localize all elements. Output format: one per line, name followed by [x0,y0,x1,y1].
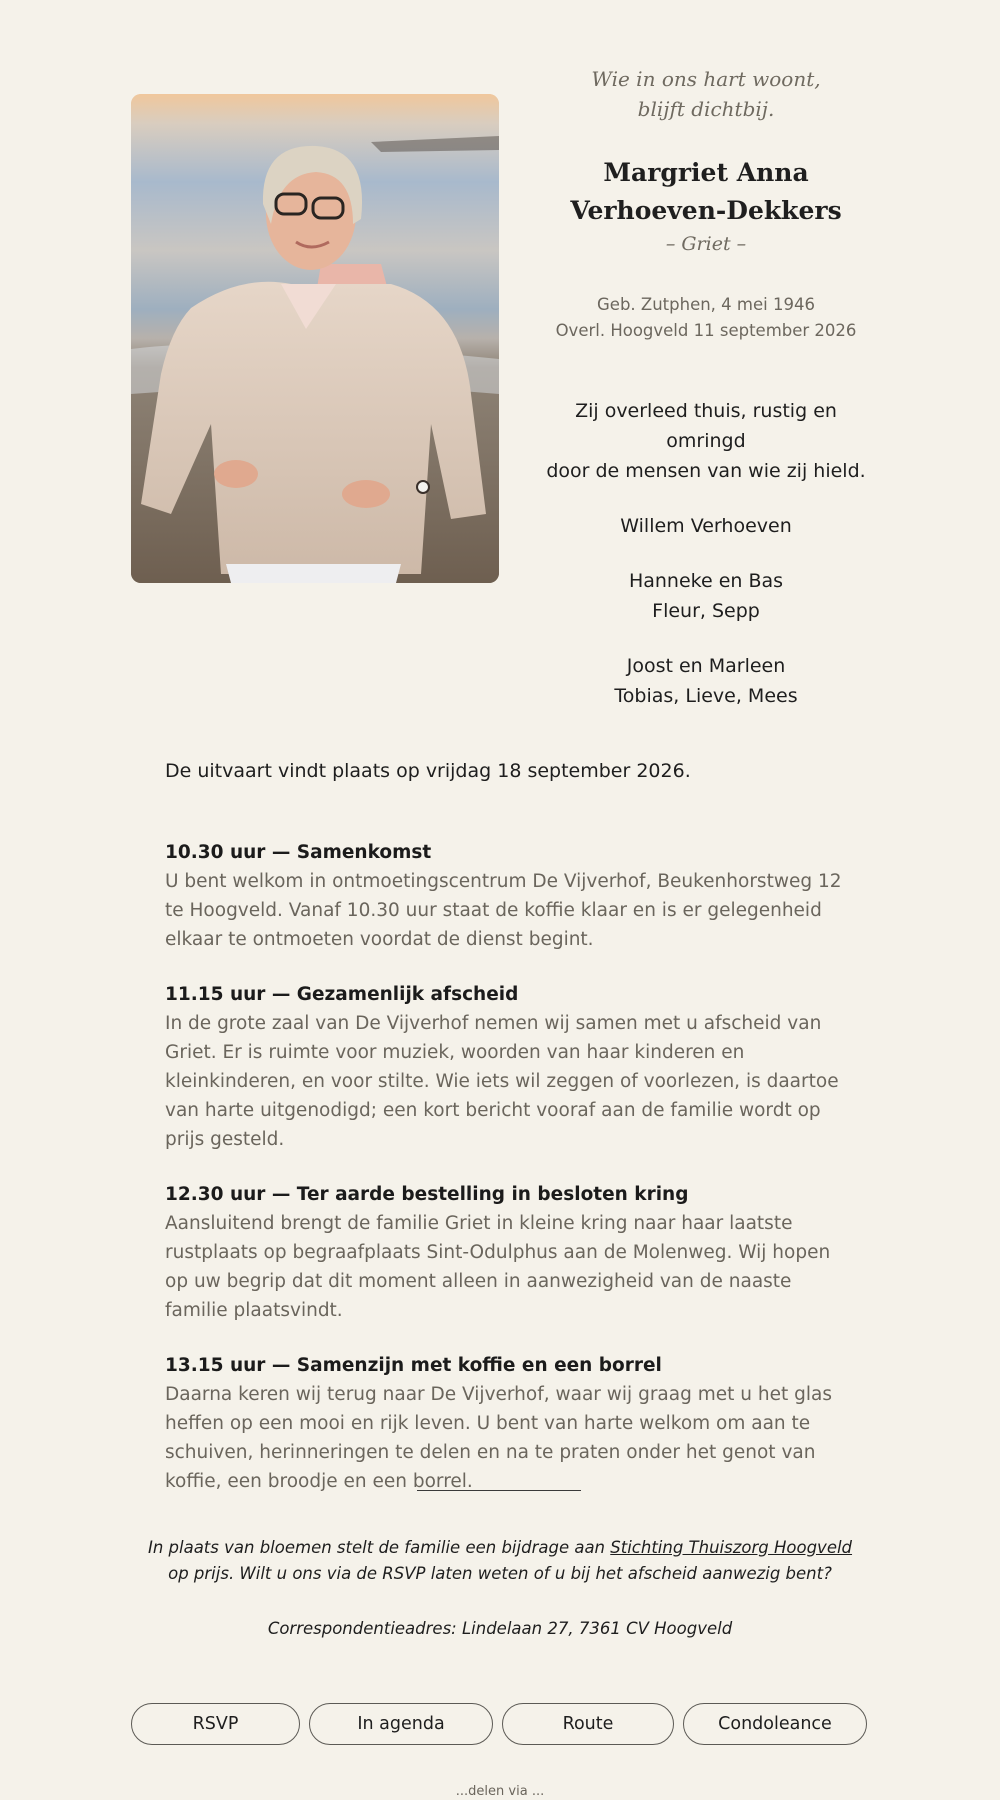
motto-line-1: Wie in ons hart woont, [591,67,821,91]
program-item-title: 11.15 uur — Gezamenlijk afscheid [165,984,519,1005]
divider [417,1490,581,1491]
announcement [535,396,877,486]
note-text-before: In plaats van bloemen stelt de familie een bijdrage aan [147,1537,611,1557]
family-member: Fleur, Sepp [652,600,760,622]
correspondence-address: Correspondentieadres: Lindelaan 27, 7361 CV Hoogveld [267,1618,733,1638]
funeral-program [165,838,845,1496]
route-button[interactable]: Route [502,1703,674,1745]
program-item-text: In de grote zaal van De Vijverhof nemen wij samen met u afscheid van Griet. Er is ruimte voor muziek, woorden van haar kinderen en kleinkinderen, en voor stilte. Wie iets wil zeggen of voorlezen, is daartoe van harte uitgenodigd; een kort bericht vooraf aan de familie wordt op prijs gesteld. [165,1013,839,1150]
obituary-header [535,64,877,711]
rsvp-button[interactable]: RSVP [131,1703,300,1745]
footer-text: ...delen via ... [455,1784,545,1799]
program-item [165,838,845,954]
motto-line-2: blijft dichtbij. [637,97,775,121]
add-to-calendar-button[interactable]: In agenda [309,1703,493,1745]
nickname: – Griet – [665,233,747,255]
life-dates [535,292,877,344]
deceased-name [535,154,877,230]
family-member: Joost en Marleen [626,655,786,677]
program-item-title: 12.30 uur — Ter aarde bestelling in besloten kring [165,1184,689,1205]
birth-date: Geb. Zutphen, 4 mei 1946 [597,295,815,314]
charity-link[interactable]: Stichting Thuiszorg Hoogveld [610,1537,853,1557]
program-item [165,1351,845,1496]
funeral-intro: De uitvaart vindt plaats op vrijdag 18 september 2026. [165,760,691,782]
condolence-button[interactable]: Condoleance [683,1703,867,1745]
donation-note [140,1535,860,1587]
program-item [165,1180,845,1325]
portrait-photo [131,94,499,583]
program-item-title: 10.30 uur — Samenkomst [165,842,432,863]
family-group-1 [535,511,877,541]
action-buttons [0,1703,1000,1747]
name-line-2: Verhoeven-Dekkers [570,196,842,225]
announcement-line-2: door de mensen van wie zij hield. [546,460,866,482]
funeral-details [165,756,845,1522]
motto [535,64,877,124]
family-member: Willem Verhoeven [620,515,792,537]
portrait-image [131,94,499,583]
program-item [165,980,845,1154]
program-item-text: U bent welkom in ontmoetingscentrum De Vijverhof, Beukenhorstweg 12 te Hoogveld. Vanaf 10.30 uur staat de koffie klaar en is er gelegenheid elkaar te ontmoeten voordat de dienst begint. [165,871,842,950]
family-group-3 [535,651,877,711]
family-group-2 [535,566,877,626]
death-date: Overl. Hoogveld 11 september 2026 [555,321,857,340]
note-text-after: op prijs. Wilt u ons via de RSVP laten weten of u bij het afscheid aanwezig bent? [168,1563,832,1583]
name-line-1: Margriet Anna [603,158,809,187]
family-member: Tobias, Lieve, Mees [614,685,798,707]
program-item-title: 13.15 uur — Samenzijn met koffie en een borrel [165,1355,662,1376]
announcement-line-1: Zij overleed thuis, rustig en omringd [575,400,837,452]
program-item-text: Aansluitend brengt de familie Griet in kleine kring naar haar laatste rustplaats op begraafplaats Sint-Odulphus aan de Molenweg. Wij hopen op uw begrip dat dit moment alleen in aanwezigheid van de naaste familie plaatsvindt. [165,1213,831,1321]
program-item-text: Daarna keren wij terug naar De Vijverhof, waar wij graag met u het glas heffen op een mooi en rijk leven. U bent van harte welkom om aan te schuiven, herinneringen te delen en na te praten onder het genot van koffie, een broodje en een borrel. [165,1384,832,1492]
family-member: Hanneke en Bas [628,570,784,592]
